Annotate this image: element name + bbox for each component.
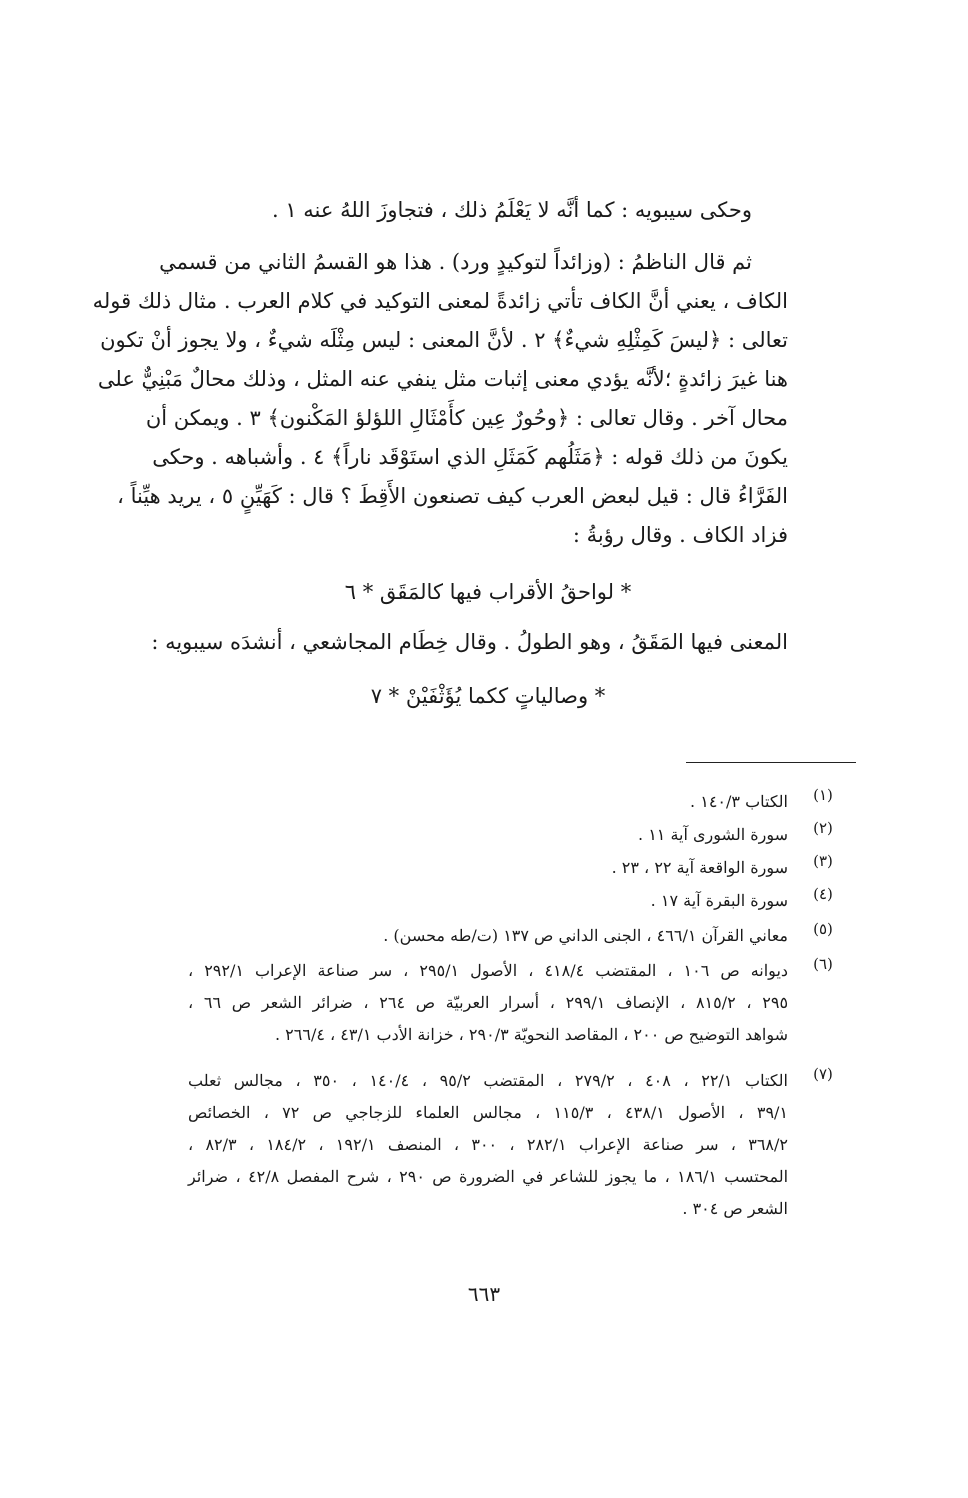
- footnote-line: الشعر ص ٣٠٤ .: [682, 1199, 788, 1218]
- footnote-line: معاني القرآن ٤٦٦/١ ، الجنى الداني ص ١٣٧ (ت/طه محسن) .: [383, 926, 788, 945]
- body-line-6: محال آخر . وقال تعالى : ﴿وحُورٌ عِين كأَمْثَالِ اللؤلؤ المَكْنون﴾ ٣ . ويمكن أن: [145, 406, 788, 430]
- verse-1: * لواحقُ الأقراب فيها كالمَقَق * ٦: [344, 580, 632, 604]
- body-line-3: الكاف ، يعني أنَّ الكاف تأتي زائدةً لمعنى التوكيد في كلام العرب . مثال ذلك قوله: [92, 289, 788, 313]
- body-line-4: تعالى : ﴿ليسَ كَمِثْلِهِ شيءٌ﴾ ٢ . لأنَّ المعنى : ليس مِثْلَه شيءٌ ، ولا يجوز أنْ تكون: [100, 328, 788, 352]
- footnote-line: سورة الشورى آية ١١ .: [638, 825, 788, 844]
- body-line-7: يكونَ من ذلك قوله : ﴿مَثَلُهم كَمَثَلِ الذي استَوْقَد ناراً﴾ ٤ . وأشباهه . وحكى: [152, 445, 788, 469]
- footnote-number: (٣): [813, 852, 833, 870]
- footnote-line: سورة الواقعة آية ٢٢ ، ٢٣ .: [611, 858, 788, 877]
- footnote-line: الكتاب ١٤٠/٣ .: [690, 792, 788, 811]
- footnote-number: (٥): [813, 920, 833, 938]
- body-line-2: ثم قال الناظمُ : (وزائداً لتوكيدٍ ورد) . هذا هو القسمُ الثاني من قسمي: [159, 250, 752, 274]
- footnote-line: شواهد التوضيح ص ٢٠٠ ، المقاصد النحويّة ٢٩٠/٣ ، خزانة الأدب ٤٣/١ ، ٢٦٦/٤ .: [275, 1025, 788, 1044]
- footnote-line: المحتسب ١٨٦/١ ، ما يجوز للشاعر في الضرورة ص ٢٩٠ ، شرح المفصل ٤٢/٨ ، ضرائر: [188, 1167, 789, 1186]
- footnote-number: (٢): [813, 819, 833, 837]
- footnote-number: (١): [813, 786, 833, 804]
- footnote-divider: [686, 762, 856, 763]
- body-line-1: وحكى سيبويه : كما أنَّه لا يَعْلَمُ ذلك ، فتجاوزَ اللهُ عنه ١ .: [271, 198, 752, 222]
- footnote-line: ٢٩٥ ، ٨١٥/٢ ، الإنصاف ٢٩٩/١ ، أسرار العربيّة ص ٢٦٤ ، ضرائر الشعر ص ٦٦ ،: [188, 993, 789, 1012]
- footnote-number: (٤): [813, 885, 833, 903]
- footnote-line: الكتاب ٢٢/١ ، ٤٠٨ ، ٢٧٩/٢ ، المقتضب ٩٥/٢ ، ١٤٠/٤ ، ٣٥٠ ، مجالس ثعلب: [188, 1071, 788, 1090]
- verse-2: * وصالياتٍ ككما يُؤَثْفَيْنْ * ٧: [370, 684, 606, 708]
- body-line-9: فزاد الكاف . وقال رؤبةُ :: [572, 523, 788, 547]
- after-verse-line: المعنى فيها المَقَقُ ، وهو الطولُ . وقال خِطَام المجاشعي ، أنشدَه سيبويه :: [151, 630, 788, 654]
- footnote-number: (٧): [813, 1065, 833, 1083]
- footnote-line: ٣٦٨/٢ ، سر صناعة الإعراب ٢٨٢/١ ، ٣٠٠ ، المنصف ١٩٢/١ ، ١٨٤/٢ ، ٨٢/٣ ،: [188, 1135, 788, 1154]
- footnote-number: (٦): [813, 955, 833, 973]
- footnote-line: سورة البقرة آية ١٧ .: [650, 891, 788, 910]
- body-line-8: الفَرَّاءُ قال : قيل لبعض العرب كيف تصنعون الأَقِطَ ؟ قال : كَهَيِّنٍ ٥ ، يريد هيِّناً ،: [117, 484, 788, 508]
- footnote-line: ٣٩/١ ، الأصول ٤٣٨/١ ، ١١٥/٣ ، مجالس العلماء للزجاجي ص ٧٢ ، الخصائص: [188, 1103, 789, 1122]
- page-number: ٦٦٣: [467, 1282, 501, 1306]
- footnote-line: ديوانه ص ١٠٦ ، المقتضب ٤١٨/٤ ، الأصول ٢٩٥/١ ، سر صناعة الإعراب ٢٩٢/١ ،: [188, 961, 789, 980]
- body-line-5: هنا غيرَ زائدةٍ ؛لأنَّه يؤدي معنى إثبات مثل ينفي عنه المثل ، وذلك محالٌ مَبْنِيٌّ على: [97, 367, 788, 391]
